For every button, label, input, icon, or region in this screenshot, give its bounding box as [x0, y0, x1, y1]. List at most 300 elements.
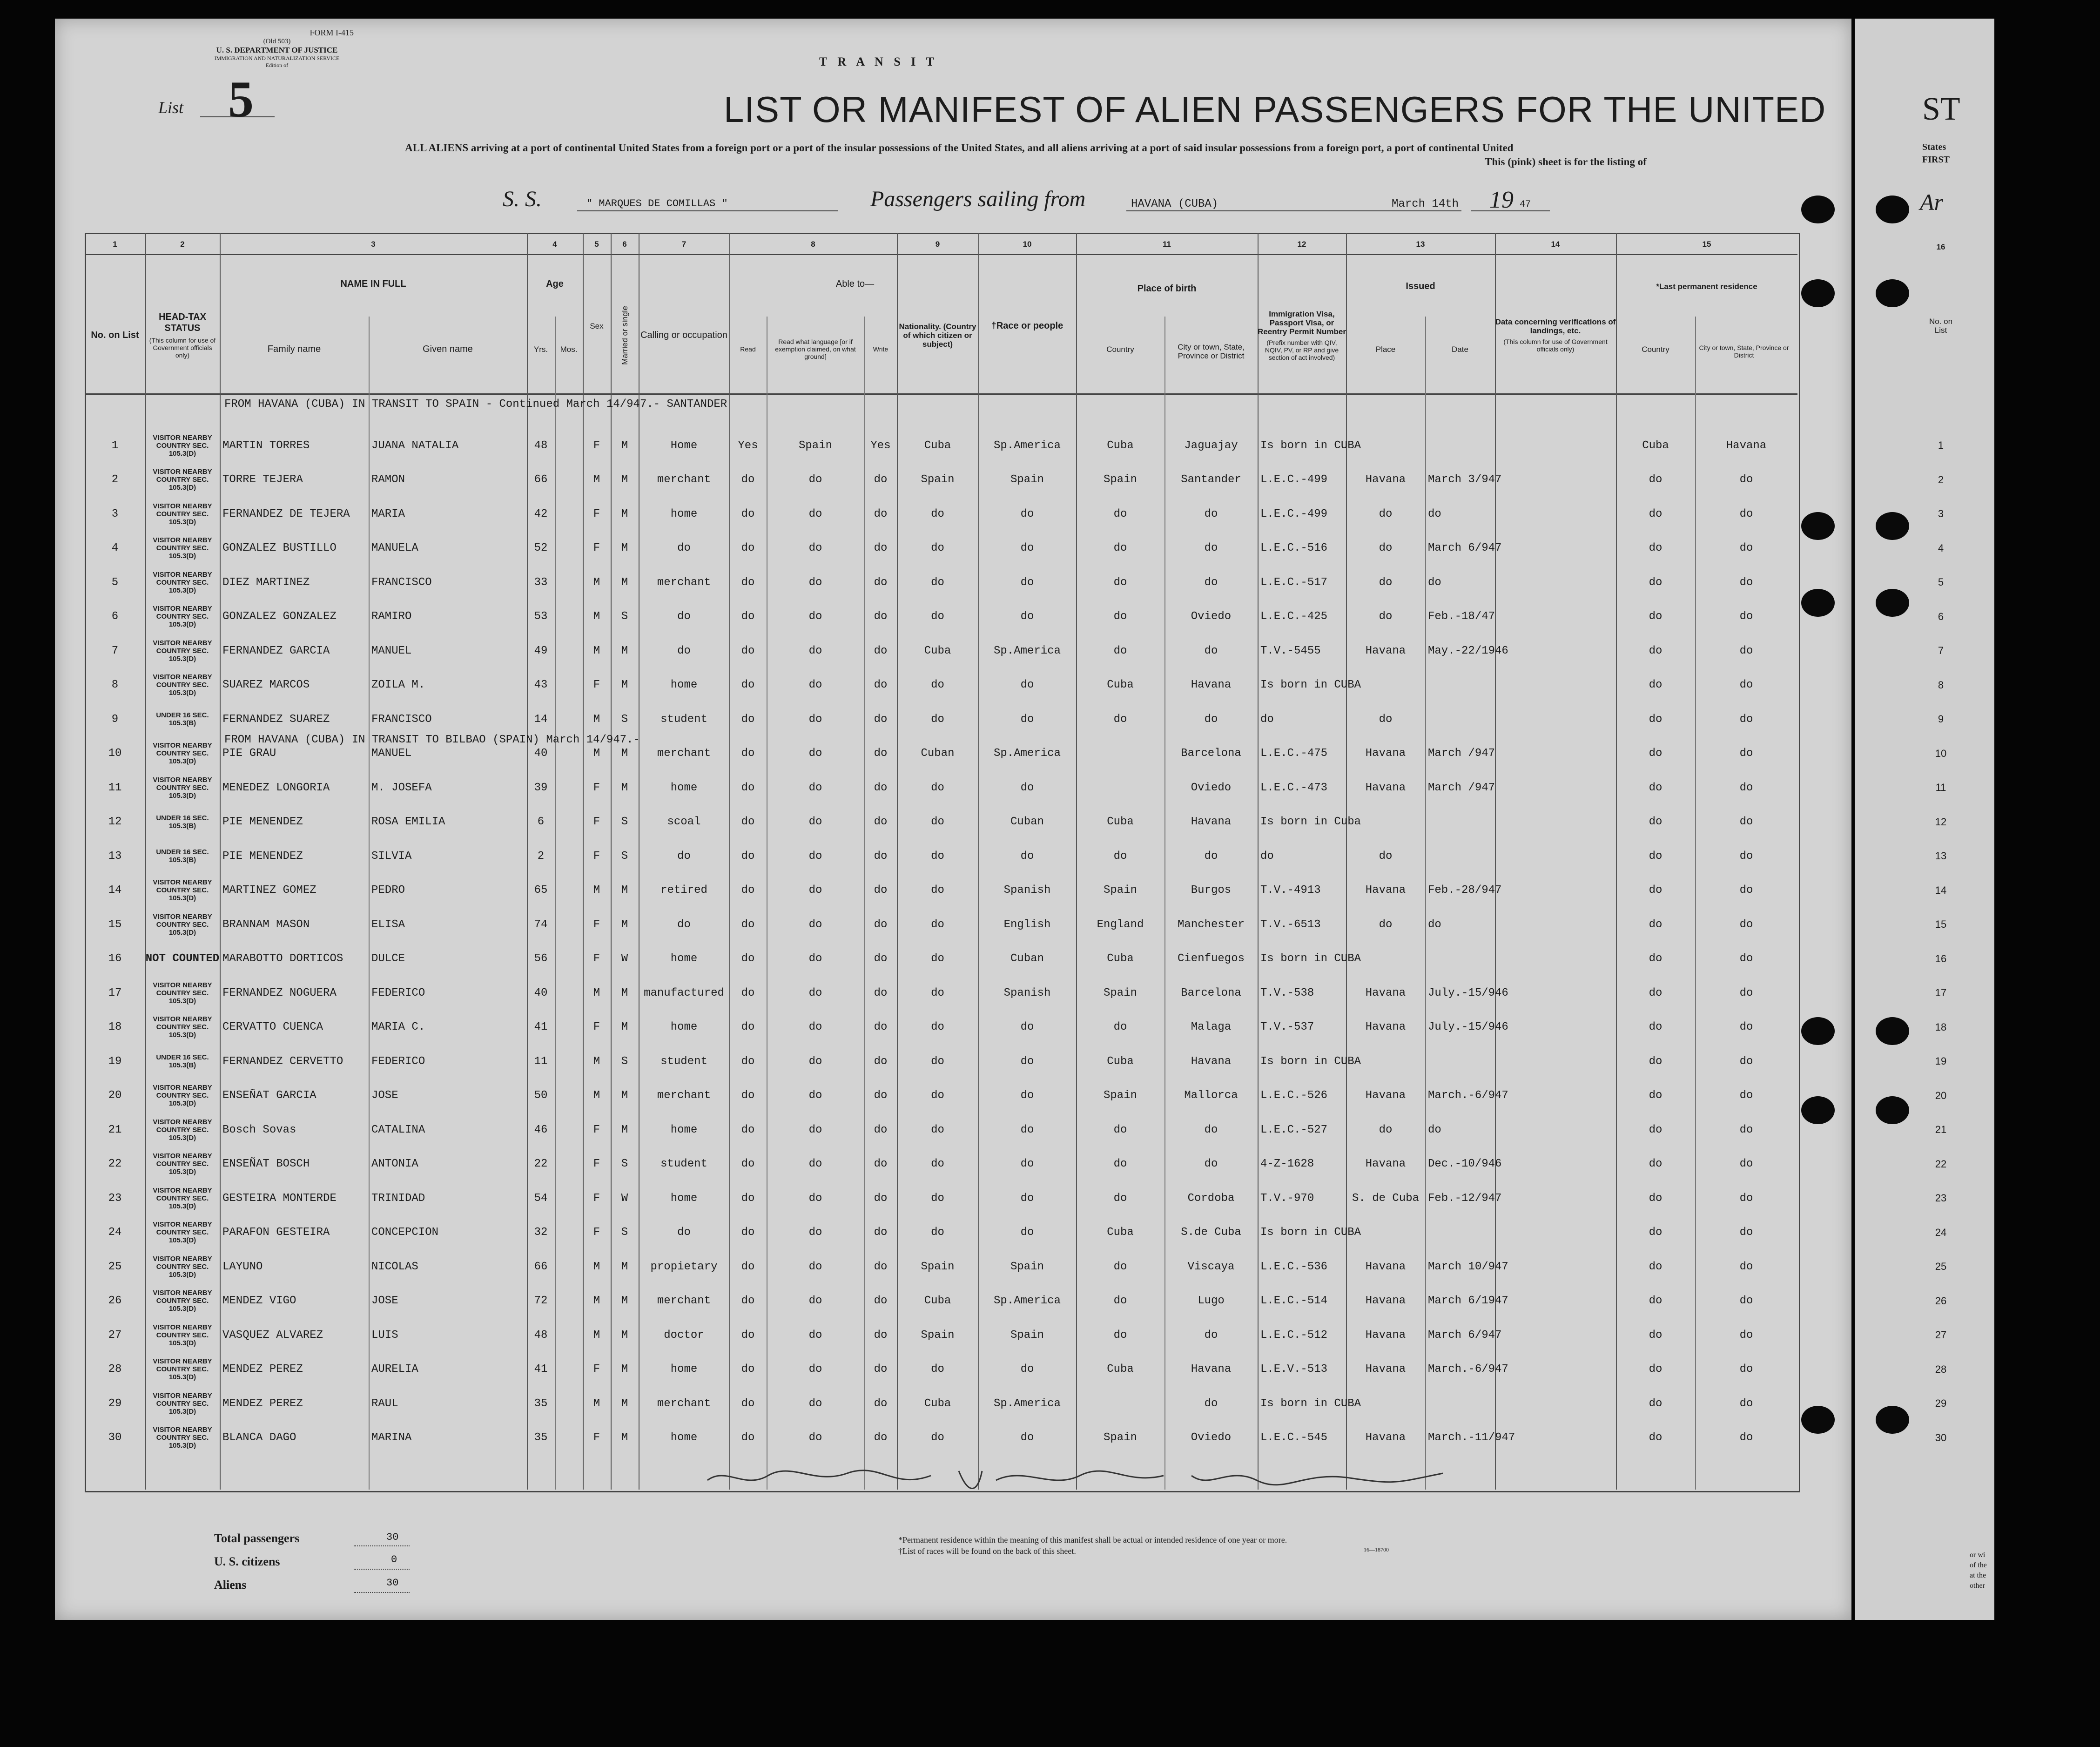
- cell-rcity: do: [1739, 1363, 1753, 1376]
- cell-visa: L.E.C.-499: [1260, 507, 1328, 520]
- cell-rcountry: do: [1649, 918, 1662, 931]
- cell-occ: merchant: [657, 1089, 711, 1102]
- cell-idate: March 6/1947: [1428, 1295, 1508, 1307]
- col-no-on-list-right: No. on List: [1929, 317, 1953, 335]
- cell-ht: VISITOR NEARBY COUNTRY SEC. 105.3(D): [153, 673, 212, 697]
- cell-nat: do: [931, 542, 944, 554]
- cell-iplace: Havana: [1365, 1089, 1406, 1102]
- cell-rcity: do: [1739, 576, 1753, 589]
- punch-hole: [1876, 1406, 1909, 1434]
- cell-bcity: do: [1204, 1329, 1218, 1342]
- right-row-number: 20: [1935, 1089, 1947, 1101]
- cell-ms: M: [621, 473, 628, 486]
- cell-occ: do: [677, 850, 691, 863]
- table-row: [0, 1079, 1797, 1113]
- cell-family: LAYUNO: [222, 1260, 263, 1273]
- cell-rcountry: do: [1649, 1295, 1662, 1307]
- column-number: 14: [1551, 239, 1560, 249]
- cell-nat: do: [931, 713, 944, 726]
- cell-visa: Is born in CUBA: [1260, 1397, 1361, 1410]
- cell-race: English: [1003, 918, 1051, 931]
- cell-given: M. JOSEFA: [371, 781, 432, 794]
- cell-occ: student: [660, 1055, 707, 1068]
- cell-yrs: 6: [537, 816, 545, 828]
- cell-nat: do: [931, 576, 944, 589]
- col-write: Write: [873, 345, 888, 353]
- cell-bcountry: Cuba: [1107, 439, 1134, 452]
- cell-nat: do: [931, 1158, 944, 1170]
- cell-write: do: [874, 918, 888, 931]
- cell-family: ENSEÑAT GARCIA: [222, 1089, 316, 1102]
- cell-ms: S: [621, 1158, 628, 1170]
- cell-visa: T.V.-5455: [1260, 644, 1321, 657]
- table-row: [0, 1181, 1797, 1215]
- cell-ht: UNDER 16 SEC. 105.3(B): [156, 1053, 209, 1069]
- cell-bcountry: do: [1113, 644, 1127, 657]
- column-number: 12: [1297, 239, 1306, 249]
- transit-label: T R A N S I T: [819, 55, 938, 68]
- cell-occ: home: [670, 1431, 698, 1444]
- cell-rcity: do: [1739, 918, 1753, 931]
- cell-ms: M: [621, 781, 628, 794]
- cell-write: do: [874, 473, 888, 486]
- cell-ms: M: [621, 644, 628, 657]
- punch-hole: [1801, 589, 1835, 617]
- cell-rcountry: do: [1649, 1089, 1662, 1102]
- cell-yrs: 35: [534, 1431, 548, 1444]
- cell-rcity: do: [1739, 713, 1753, 726]
- cell-ht: VISITOR NEARBY COUNTRY SEC. 105.3(D): [153, 1289, 212, 1313]
- punch-hole: [1801, 1406, 1835, 1434]
- cell-given: DULCE: [371, 952, 405, 965]
- cell-rcity: do: [1739, 986, 1753, 999]
- cell-bcity: Lugo: [1198, 1295, 1225, 1307]
- cell-nat: do: [931, 816, 944, 828]
- cell-read: Yes: [738, 439, 758, 452]
- total-passengers-label: Total passengers: [214, 1531, 300, 1545]
- cell-visa: L.E.V.-513: [1260, 1363, 1328, 1376]
- cell-given: TRINIDAD: [371, 1192, 425, 1205]
- col-race: †Race or people: [991, 320, 1063, 331]
- cell-sex: F: [593, 1363, 600, 1376]
- cell-read: do: [741, 952, 755, 965]
- us-citizens-label: U. S. citizens: [214, 1555, 280, 1568]
- cell-nat: do: [931, 1363, 944, 1376]
- head-tax-title: HEAD-TAX STATUS: [159, 312, 206, 333]
- cell-no: 11: [108, 781, 122, 794]
- cell-rcountry: do: [1649, 816, 1662, 828]
- cell-write: do: [874, 1363, 888, 1376]
- cell-rcountry: do: [1649, 1021, 1662, 1033]
- cell-rcity: do: [1739, 1055, 1753, 1068]
- cell-rcountry: do: [1649, 781, 1662, 794]
- table-row: [0, 976, 1797, 1010]
- cell-iplace: Havana: [1365, 1021, 1406, 1033]
- cell-visa: Is born in CUBA: [1260, 1055, 1361, 1068]
- cell-read: do: [741, 918, 755, 931]
- right-row-number: 19: [1935, 1055, 1947, 1067]
- cell-race: Spanish: [1003, 884, 1051, 897]
- cell-bcity: do: [1204, 713, 1218, 726]
- right-row-number: 18: [1935, 1021, 1947, 1033]
- cell-family: Bosch Sovas: [222, 1123, 296, 1136]
- table-row: [0, 634, 1797, 668]
- right-row-number: 4: [1938, 542, 1944, 554]
- cell-nat: Spain: [921, 1260, 955, 1273]
- cell-rcountry: do: [1649, 713, 1662, 726]
- right-row-number: 17: [1935, 987, 1947, 998]
- cell-bcity: do: [1204, 507, 1218, 520]
- col-last-residence: *Last permanent residence: [1656, 282, 1757, 291]
- cell-rcity: do: [1739, 781, 1753, 794]
- right-row-number: 28: [1935, 1363, 1947, 1375]
- cell-given: ANTONIA: [371, 1158, 418, 1170]
- cell-ms: M: [621, 1329, 628, 1342]
- cell-sex: M: [593, 1055, 600, 1068]
- cell-nat: do: [931, 1123, 944, 1136]
- cell-occ: home: [670, 1363, 698, 1376]
- col-calling: Calling or occupation: [640, 330, 727, 340]
- cell-race: Sp.America: [993, 1397, 1061, 1410]
- right-row-number: 29: [1935, 1397, 1947, 1409]
- cell-bcountry: Cuba: [1107, 1363, 1134, 1376]
- next-sheet-edge: [1855, 19, 1994, 1620]
- cell-no: 6: [111, 610, 119, 623]
- col-res-country: Country: [1642, 344, 1669, 354]
- cell-bcity: Havana: [1191, 1363, 1232, 1376]
- cell-nat: do: [931, 679, 944, 691]
- section-header-santander: FROM HAVANA (CUBA) IN TRANSIT TO SPAIN - Continued March 14/947.- SANTANDER: [224, 398, 727, 411]
- cell-no: 21: [108, 1123, 122, 1136]
- cell-given: MANUEL: [371, 644, 412, 657]
- cell-lang: do: [808, 884, 822, 897]
- cell-bcity: Oviedo: [1191, 610, 1232, 623]
- cell-lang: do: [808, 679, 822, 691]
- cell-rcountry: do: [1649, 850, 1662, 863]
- visa-note: (Prefix number with QIV, NQIV, PV, or RP and give section of act involved): [1265, 338, 1339, 361]
- punch-hole: [1876, 1096, 1909, 1124]
- right-row-number: 15: [1935, 918, 1947, 930]
- cell-sex: F: [593, 918, 600, 931]
- col-read-language: Read what language [or if exemption claimed, on what ground]: [775, 338, 856, 360]
- cell-bcountry: Cuba: [1107, 1226, 1134, 1239]
- cell-bcity: do: [1204, 576, 1218, 589]
- table-row: [0, 1249, 1797, 1284]
- cell-bcountry: do: [1113, 542, 1127, 554]
- cell-no: 16: [108, 952, 122, 965]
- cell-race: Sp.America: [993, 1295, 1061, 1307]
- cell-race: do: [1020, 1089, 1034, 1102]
- cell-rcity: do: [1739, 884, 1753, 897]
- col-family-name: Family name: [267, 344, 321, 354]
- cell-ms: M: [621, 507, 628, 520]
- cell-given: RAMON: [371, 473, 405, 486]
- cell-occ: doctor: [664, 1329, 704, 1342]
- cell-visa: T.V.-970: [1260, 1192, 1314, 1205]
- cell-rcity: do: [1739, 1295, 1753, 1307]
- cell-read: do: [741, 1055, 755, 1068]
- cell-given: ROSA EMILIA: [371, 816, 445, 828]
- cell-race: Sp.America: [993, 644, 1061, 657]
- cell-iplace: Havana: [1365, 986, 1406, 999]
- right-row-number: 16: [1935, 952, 1947, 965]
- cell-write: do: [874, 1431, 888, 1444]
- cell-race: Spanish: [1003, 986, 1051, 999]
- cell-ht: VISITOR NEARBY COUNTRY SEC. 105.3(D): [153, 912, 212, 937]
- cell-bcountry: do: [1113, 713, 1127, 726]
- right-row-number: 21: [1935, 1124, 1947, 1135]
- cell-sex: F: [593, 1226, 600, 1239]
- cell-bcountry: do: [1113, 576, 1127, 589]
- col-given-name: Given name: [423, 344, 473, 354]
- cell-sex: F: [593, 439, 600, 452]
- cell-ms: M: [621, 1295, 628, 1307]
- next-footnote-1: or wi: [1970, 1551, 1986, 1559]
- cell-iplace: Havana: [1365, 781, 1406, 794]
- cell-visa: Is born in CUBA: [1260, 679, 1361, 691]
- cell-iplace: Havana: [1365, 747, 1406, 760]
- cell-write: do: [874, 952, 888, 965]
- cell-no: 8: [111, 679, 119, 691]
- cell-yrs: 50: [534, 1089, 548, 1102]
- table-row: [0, 907, 1797, 942]
- cell-rcountry: do: [1649, 1192, 1662, 1205]
- cell-ht: VISITOR NEARBY COUNTRY SEC. 105.3(D): [153, 1118, 212, 1142]
- cell-family: MENEDEZ LONGORIA: [222, 781, 330, 794]
- cell-idate: Feb.-28/947: [1428, 884, 1502, 897]
- handwritten-signature: [698, 1462, 1489, 1499]
- cell-idate: March /947: [1428, 781, 1495, 794]
- cell-sex: M: [593, 884, 600, 897]
- cell-given: MANUELA: [371, 542, 418, 554]
- cell-read: do: [741, 713, 755, 726]
- cell-race: do: [1020, 1123, 1034, 1136]
- table-row: [0, 463, 1797, 497]
- cell-rcountry: do: [1649, 679, 1662, 691]
- cell-bcountry: Cuba: [1107, 679, 1134, 691]
- cell-iplace: Havana: [1365, 473, 1406, 486]
- instructions-1: ALL ALIENS arriving at a port of continental United States from a foreign port or a port of the insular possessions of the United States, and all aliens arriving at a port of said insular possessions from a foreign port, a port of continental United: [405, 142, 1514, 154]
- cell-write: do: [874, 816, 888, 828]
- cell-occ: merchant: [657, 1397, 711, 1410]
- cell-write: do: [874, 610, 888, 623]
- cell-visa: Is born in CUBA: [1260, 1226, 1361, 1239]
- total-passengers-value: 30: [386, 1531, 399, 1543]
- right-row-number: 30: [1935, 1431, 1947, 1443]
- cell-read: do: [741, 679, 755, 691]
- cell-bcity: do: [1204, 644, 1218, 657]
- cell-lang: do: [808, 473, 822, 486]
- cell-ms: M: [621, 918, 628, 931]
- cell-ms: M: [621, 679, 628, 691]
- cell-bcountry: do: [1113, 1329, 1127, 1342]
- cell-lang: do: [808, 781, 822, 794]
- next-footnote-2: of the: [1970, 1561, 1987, 1569]
- cell-family: CERVATTO CUENCA: [222, 1021, 323, 1033]
- cell-write: do: [874, 850, 888, 863]
- cell-lang: do: [808, 507, 822, 520]
- cell-nat: do: [931, 1192, 944, 1205]
- cell-ht: VISITOR NEARBY COUNTRY SEC. 105.3(D): [153, 605, 212, 628]
- cell-bcity: S.de Cuba: [1181, 1226, 1241, 1239]
- cell-iplace: Havana: [1365, 1295, 1406, 1307]
- cell-given: FEDERICO: [371, 1055, 425, 1068]
- edition: Edition of: [265, 62, 289, 68]
- cell-rcountry: do: [1649, 1260, 1662, 1273]
- cell-lang: do: [808, 644, 822, 657]
- cell-occ: manufactured: [644, 986, 724, 999]
- cell-idate: March.-11/947: [1428, 1431, 1515, 1444]
- table-row: [0, 1044, 1797, 1079]
- cell-rcountry: do: [1649, 1123, 1662, 1136]
- cell-bcountry: do: [1113, 1021, 1127, 1033]
- cell-ms: S: [621, 1055, 628, 1068]
- cell-race: do: [1020, 542, 1034, 554]
- cell-bcountry: do: [1113, 1295, 1127, 1307]
- cell-rcity: Havana: [1726, 439, 1767, 452]
- cell-yrs: 48: [534, 1329, 548, 1342]
- cell-visa: Is born in CUBA: [1260, 952, 1361, 965]
- cell-idate: July.-15/946: [1428, 1021, 1508, 1033]
- cell-no: 24: [108, 1226, 122, 1239]
- cell-ms: M: [621, 1021, 628, 1033]
- cell-yrs: 33: [534, 576, 548, 589]
- cell-occ: home: [670, 1192, 698, 1205]
- col-read: Read: [740, 345, 756, 353]
- cell-bcity: Burgos: [1191, 884, 1232, 897]
- cell-ms: M: [621, 1260, 628, 1273]
- cell-rcity: do: [1739, 473, 1753, 486]
- column-number: 8: [811, 239, 815, 249]
- cell-family: GONZALEZ BUSTILLO: [222, 542, 337, 554]
- cell-read: do: [741, 507, 755, 520]
- cell-no: 30: [108, 1431, 122, 1444]
- cell-iplace: do: [1379, 576, 1393, 589]
- cell-nat: do: [931, 986, 944, 999]
- cell-ht: UNDER 16 SEC. 105.3(B): [156, 848, 209, 864]
- cell-occ: merchant: [657, 747, 711, 760]
- cell-sex: M: [593, 713, 600, 726]
- right-row-number: 8: [1938, 679, 1944, 691]
- cell-lang: do: [808, 918, 822, 931]
- punch-hole: [1801, 512, 1835, 540]
- cell-visa: T.V.-4913: [1260, 884, 1321, 897]
- cell-lang: do: [808, 1226, 822, 1239]
- cell-occ: merchant: [657, 576, 711, 589]
- cell-family: MENDEZ PEREZ: [222, 1397, 303, 1410]
- cell-write: do: [874, 576, 888, 589]
- col-birth-country: Country: [1106, 344, 1134, 354]
- cell-read: do: [741, 986, 755, 999]
- cell-ht: VISITOR NEARBY COUNTRY SEC. 105.3(D): [153, 1084, 212, 1107]
- verif-title: Data concerning verifications of landings, etc.: [1495, 317, 1616, 335]
- cell-bcountry: do: [1113, 1192, 1127, 1205]
- next-sheet-title: ST: [1922, 91, 1960, 127]
- cell-iplace: do: [1379, 610, 1393, 623]
- cell-yrs: 52: [534, 542, 548, 554]
- column-number: 4: [552, 239, 557, 249]
- cell-bcountry: Spain: [1103, 986, 1137, 999]
- cell-yrs: 32: [534, 1226, 548, 1239]
- cell-yrs: 72: [534, 1295, 548, 1307]
- table-row: [0, 1352, 1797, 1387]
- cell-given: JUANA NATALIA: [371, 439, 459, 452]
- table-row: [0, 1147, 1797, 1181]
- cell-yrs: 11: [534, 1055, 548, 1068]
- col-head-tax: [145, 284, 220, 386]
- table-row: [0, 428, 1797, 463]
- cell-write: do: [874, 1089, 888, 1102]
- old-number: (Old 503): [263, 38, 291, 45]
- cell-iplace: do: [1379, 507, 1393, 520]
- cell-no: 27: [108, 1329, 122, 1342]
- cell-yrs: 53: [534, 610, 548, 623]
- cell-rcity: do: [1739, 644, 1753, 657]
- cell-bcountry: do: [1113, 850, 1127, 863]
- cell-rcountry: do: [1649, 1431, 1662, 1444]
- cell-bcity: Havana: [1191, 679, 1232, 691]
- cell-visa: L.E.C.-499: [1260, 473, 1328, 486]
- cell-sex: M: [593, 1329, 600, 1342]
- cell-idate: do: [1428, 918, 1441, 931]
- cell-ht: VISITOR NEARBY COUNTRY SEC. 105.3(D): [153, 1391, 212, 1416]
- cell-bcity: do: [1204, 1123, 1218, 1136]
- table-row: [0, 1010, 1797, 1045]
- right-row-number: 7: [1938, 645, 1944, 656]
- cell-given: PEDRO: [371, 884, 405, 897]
- cell-nat: Cuba: [924, 644, 951, 657]
- col-visa: [1258, 279, 1346, 391]
- cell-ht: UNDER 16 SEC. 105.3(B): [156, 711, 209, 727]
- right-row-number: 12: [1935, 816, 1947, 828]
- list-label: List: [158, 98, 184, 117]
- cell-race: Sp.America: [993, 439, 1061, 452]
- column-number-rule: [85, 254, 1797, 255]
- cell-lang: do: [808, 747, 822, 760]
- cell-sex: M: [593, 473, 600, 486]
- cell-ms: S: [621, 850, 628, 863]
- cell-race: Sp.America: [993, 747, 1061, 760]
- aliens-label: Aliens: [214, 1578, 247, 1592]
- column-number: 10: [1023, 239, 1032, 249]
- cell-ht: VISITOR NEARBY COUNTRY SEC. 105.3(D): [153, 1186, 212, 1210]
- col-name-in-full: NAME IN FULL: [340, 279, 406, 289]
- cell-visa: L.E.C.-475: [1260, 747, 1328, 760]
- cell-ht: VISITOR NEARBY COUNTRY SEC. 105.3(D): [153, 1015, 212, 1039]
- cell-read: do: [741, 1397, 755, 1410]
- cell-given: CONCEPCION: [371, 1226, 439, 1239]
- ss-label: S. S.: [503, 187, 542, 211]
- cell-bcity: do: [1204, 1397, 1218, 1410]
- header-bottom-rule: [85, 393, 1797, 395]
- cell-lang: do: [808, 1192, 822, 1205]
- cell-nat: do: [931, 1431, 944, 1444]
- cell-sex: F: [593, 679, 600, 691]
- cell-ht: VISITOR NEARBY COUNTRY SEC. 105.3(D): [153, 570, 212, 594]
- cell-occ: home: [670, 1123, 698, 1136]
- cell-ht: VISITOR NEARBY COUNTRY SEC. 105.3(D): [153, 468, 212, 492]
- service: IMMIGRATION AND NATURALIZATION SERVICE: [214, 55, 340, 61]
- married-label: Married or single: [620, 305, 629, 365]
- punch-hole: [1876, 589, 1909, 617]
- right-row-number: 3: [1938, 508, 1944, 519]
- cell-bcountry: do: [1113, 507, 1127, 520]
- cell-yrs: 41: [534, 1021, 548, 1033]
- cell-yrs: 42: [534, 507, 548, 520]
- cell-write: do: [874, 781, 888, 794]
- cell-rcountry: do: [1649, 576, 1662, 589]
- cell-race: do: [1020, 507, 1034, 520]
